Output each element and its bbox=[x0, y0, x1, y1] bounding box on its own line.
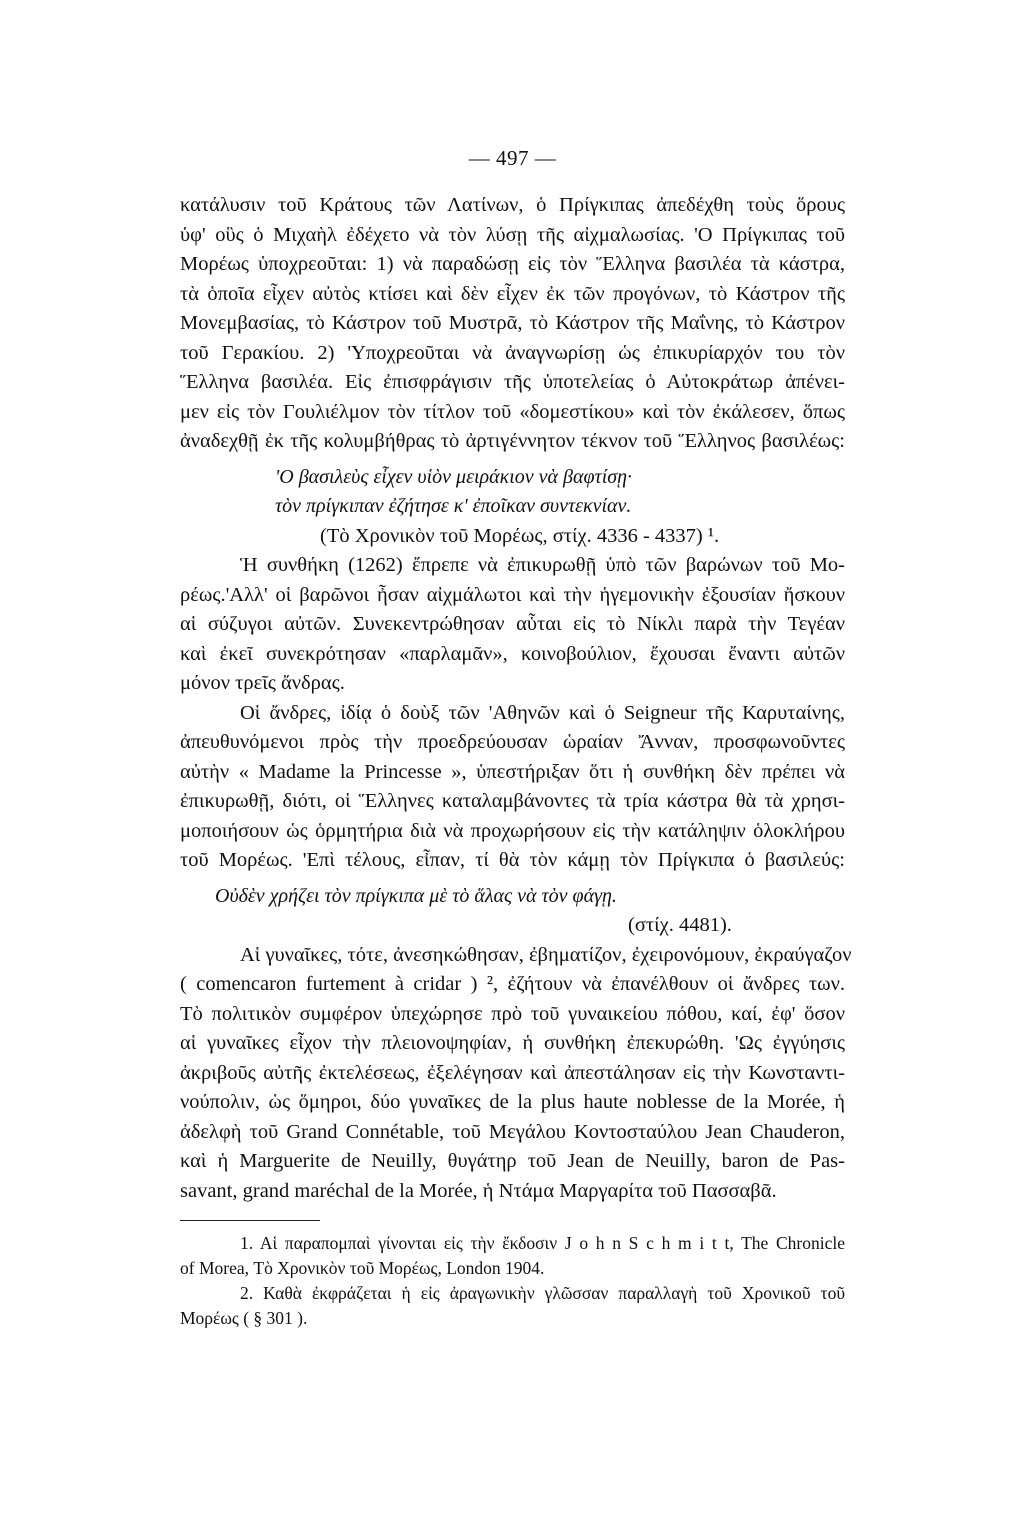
text-line: Μορέως ὑποχρεοῦται: 1) νὰ παραδώσῃ εἰς τὸν Ἕλληνα βασιλέα τὰ κάστρα, bbox=[180, 253, 845, 275]
text-line: τὰ ὁποῖα εἶχεν αὐτὸς κτίσει καὶ δὲν εἶχεν ἐκ τῶν προγόνων, τὸ Κάστρον τῆς bbox=[180, 282, 845, 305]
verse-quote-2 bbox=[180, 882, 845, 941]
verse-line: 'Ο βασιλεὺς εἶχεν υἱὸν μειράκιον νὰ βαφτίσῃ· bbox=[275, 465, 633, 488]
text-line: Ἕλληνα βασιλέα. Εἰς ἐπισφράγισιν τῆς ὑποτελείας ὁ Αὐτοκράτωρ ἀπένει- bbox=[180, 371, 845, 393]
page-number: — 497 — bbox=[468, 146, 557, 170]
text-line: ( comencaron furtement à cridar ) ², ἐζήτουν νὰ ἐπανέλθουν οἱ ἄνδρες των. bbox=[180, 973, 845, 995]
text-line: Ἡ συνθήκη (1262) ἔπρεπε νὰ ἐπικυρωθῇ ὑπὸ τῶν βαρώνων τοῦ Μο- bbox=[240, 554, 845, 576]
text-line: νούπολιν, ὡς ὅμηροι, δύο γυναῖκες de la plus haute noblesse de la Morée, ἡ bbox=[180, 1091, 845, 1113]
text-line: μεν εἰς τὸν Γουλιέλμον τὸν τίτλον τοῦ «δομεστίκου» καὶ τὸν ἐκάλεσεν, ὅπως bbox=[180, 400, 845, 423]
footnote-line: of Morea, Τὸ Χρονικὸν τοῦ Μορέως, London 1904. bbox=[180, 1258, 545, 1278]
footnote-line: Μορέως ( § 301 ). bbox=[180, 1308, 308, 1328]
verse-citation: (Τὸ Χρονικὸν τοῦ Μορέως, στίχ. 4336 - 4337) ¹. bbox=[320, 524, 720, 547]
text-line: μόνον τρεῖς ἄνδρας. bbox=[180, 672, 345, 694]
footnote-line: 1. Αἱ παραπομπαὶ γίνονται εἰς τὴν ἔκδοσιν J o h n S c h m i t t, The Chronicle bbox=[240, 1233, 845, 1253]
text-line: ἐπικυρωθῇ, διότι, οἱ Ἕλληνες καταλαμβάνοντες τὰ τρία κάστρα θὰ τὰ χρησι- bbox=[180, 790, 845, 812]
paragraph-2 bbox=[180, 551, 845, 699]
text-line: τοῦ Μορέως. 'Επὶ τέλους, εἶπαν, τί θὰ τὸν κάμῃ τὸν Πρίγκιπα ὁ βασιλεύς: bbox=[180, 849, 845, 871]
text-line: αἱ γυναῖκες εἶχον τὴν πλειονοψηφίαν, ἡ συνθήκη ἐπεκυρώθη. 'Ως ἐγγύησις bbox=[180, 1032, 845, 1054]
text-line: ἀκριβοῦς αὐτῆς ἐκτελέσεως, ἐξελέγησαν καὶ ἀπεστάλησαν εἰς τὴν Κωνσταντι- bbox=[180, 1061, 845, 1084]
text-line: ρέως.'Αλλ' οἱ βαρῶνοι ἦσαν αἰχμάλωτοι καὶ τὴν ἡγεμονικὴν ἐξουσίαν ἤσκουν bbox=[180, 583, 845, 606]
text-line: ἀναδεχθῇ ἐκ τῆς κολυμβήθρας τὸ ἀρτιγέννητον τέκνον τοῦ Ἕλληνος βασιλέως: bbox=[180, 430, 845, 452]
text-line: αἱ σύζυγοι αὐτῶν. Συνεκεντρώθησαν αὗται εἰς τὸ Νίκλι παρὰ τὴν Τεγέαν bbox=[180, 613, 845, 635]
text-line: ὑφ' οὓς ὁ Μιχαὴλ ἐδέχετο νὰ τὸν λύσῃ τῆς αἰχμαλωσίας. 'Ο Πρίγκιπας τοῦ bbox=[180, 223, 845, 246]
text-line: ἀδελφὴ τοῦ Grand Connétable, τοῦ Μεγάλου Κοντοσταύλου Jean Chauderon, bbox=[180, 1120, 845, 1143]
paragraph-3 bbox=[180, 699, 845, 876]
verse-quote-1 bbox=[180, 463, 845, 552]
text-line: μοποιήσουν ὡς ὁρμητήρια διὰ νὰ προχωρήσουν εἰς τὴν κατάληψιν ὁλοκλήρου bbox=[180, 819, 845, 842]
footnotes bbox=[180, 1231, 845, 1331]
text-line: Οἱ ἄνδρες, ἰδίᾳ ὁ δοὺξ τῶν 'Αθηνῶν καὶ ὁ Seigneur τῆς Καρυταίνης, bbox=[240, 701, 845, 724]
text-line: Αἱ γυναῖκες, τότε, ἀνεσηκώθησαν, ἐβηματίζον, ἐχειρονόμουν, ἐκραύγαζον bbox=[240, 943, 852, 966]
verse-line: τὸν πρίγκιπαν ἐζήτησε κ' ἐποῖκαν συντεκνίαν. bbox=[275, 495, 632, 517]
footnote-1 bbox=[180, 1231, 845, 1281]
document-page bbox=[180, 146, 852, 1331]
text-line: καὶ ἐκεῖ συνεκρότησαν «παρλαμᾶν», κοινοβούλιον, ἔχουσαι ἔναντι αὐτῶν bbox=[180, 642, 845, 665]
text-line: ἀπευθυνόμενοι πρὸς τὴν προεδρεύουσαν ὡραίαν Ἄνναν, προσφωνοῦντες bbox=[180, 731, 845, 753]
text-line: αὐτὴν « Madame la Princesse », ὑπεστήριξαν ὅτι ἡ συνθήκη δὲν πρέπει νὰ bbox=[180, 760, 845, 783]
text-line: τοῦ Γερακίου. 2) 'Υποχρεοῦται νὰ ἀναγνωρίσῃ ὡς ἐπικυρίαρχόν του τὸν bbox=[180, 341, 845, 364]
text-line: savant, grand maréchal de la Morée, ἡ Ντάμα Μαργαρίτα τοῦ Πασσαβᾶ. bbox=[180, 1179, 777, 1202]
footnote-divider bbox=[180, 1220, 320, 1221]
paragraph-4 bbox=[180, 941, 852, 1207]
footnote-2 bbox=[180, 1281, 845, 1331]
text-line: Τὸ πολιτικὸν συμφέρον ὑπεχώρησε πρὸ τοῦ γυναικείου πόθου, καί, ἐφ' ὅσον bbox=[180, 1002, 845, 1025]
text-line: κατάλυσιν τοῦ Κράτους τῶν Λατίνων, ὁ Πρίγκιπας ἀπεδέχθη τοὺς ὅρους bbox=[180, 194, 845, 216]
verse-line: Οὐδὲν χρήζει τὸν πρίγκιπα μὲ τὸ ἅλας νὰ τὸν φάγῃ. bbox=[215, 884, 617, 907]
text-line: Μονεμβασίας, τὸ Κάστρον τοῦ Μυστρᾶ, τὸ Κάστρον τῆς Μαΐνης, τὸ Κάστρον bbox=[180, 312, 845, 334]
footnote-line: 2. Καθὰ ἐκφράζεται ἡ εἰς ἀραγωνικὴν γλῶσσαν παραλλαγὴ τοῦ Χρονικοῦ τοῦ bbox=[240, 1283, 845, 1303]
text-line: καὶ ἡ Marguerite de Neuilly, θυγάτηρ τοῦ Jean de Neuilly, baron de Pas- bbox=[180, 1150, 845, 1172]
paragraph-1 bbox=[180, 191, 845, 457]
verse-citation: (στίχ. 4481). bbox=[628, 914, 732, 936]
